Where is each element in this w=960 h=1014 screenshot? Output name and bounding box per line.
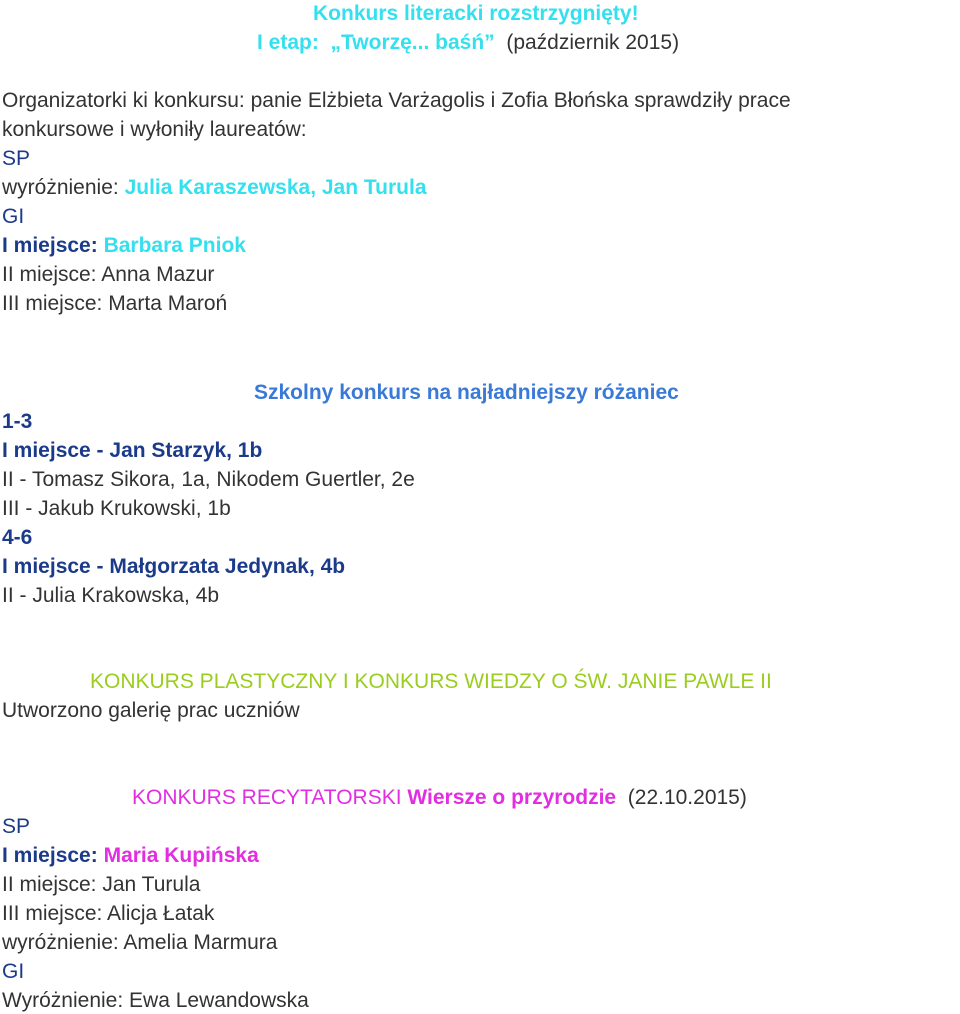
group-4-6-second-place: II - Julia Krakowska, 4b <box>2 584 220 607</box>
organizers-text-line1: Organizatorki ki konkursu: panie Elżbieta Varżagolis i Zofia Błońska sprawdziły prace <box>2 89 791 112</box>
recitation-gi-distinction: Wyróżnienie: Ewa Lewandowska <box>2 989 309 1012</box>
stage-date: (październik 2015) <box>506 31 680 54</box>
group-1-3-label: 1-3 <box>2 410 33 433</box>
recitation-date: (22.10.2015) <box>627 786 747 809</box>
art-contest-title: KONKURS PLASTYCZNY I KONKURS WIEDZY O ŚW. JANIE PAWLE II <box>90 670 772 693</box>
recitation-title-line <box>132 785 747 811</box>
gi-first-place-line <box>2 233 246 259</box>
gi-first-place-name: Barbara Pniok <box>103 234 246 257</box>
recitation-first-place-label: I miejsce: <box>2 844 98 867</box>
sp-distinction-line <box>2 175 427 201</box>
gi-first-place-label: I miejsce: <box>2 234 98 257</box>
organizers-text-line2: konkursowe i wyłoniły laureatów: <box>2 118 307 141</box>
recitation-first-place-line <box>2 843 259 869</box>
group-1-3-second-place: II - Tomasz Sikora, 1a, Nikodem Guertler, 2e <box>2 468 415 491</box>
gi-second-place: II miejsce: Anna Mazur <box>2 263 215 286</box>
rosary-contest-title: Szkolny konkurs na najładniejszy różaniec <box>254 381 679 404</box>
recitation-first-place-name: Maria Kupińska <box>103 844 259 867</box>
group-4-6-first-place: I miejsce - Małgorzata Jedynak, 4b <box>2 555 346 578</box>
gi-label: GI <box>2 205 25 228</box>
gallery-text: Utworzono galerię prac uczniów <box>2 699 300 722</box>
recitation-sp-label: SP <box>2 815 31 838</box>
recitation-third-place: III miejsce: Alicja Łatak <box>2 902 215 925</box>
group-4-6-label: 4-6 <box>2 526 33 549</box>
sp-distinction-names: Julia Karaszewska, Jan Turula <box>124 176 427 199</box>
stage-name: „Tworzę... baśń” <box>330 31 495 54</box>
literary-contest-title: Konkurs literacki rozstrzygnięty! <box>313 2 639 25</box>
group-1-3-first-place: I miejsce - Jan Starzyk, 1b <box>2 439 263 462</box>
gi-third-place: III miejsce: Marta Maroń <box>2 292 228 315</box>
recitation-subtitle: Wiersze o przyrodzie <box>407 786 617 809</box>
recitation-title: KONKURS RECYTATORSKI <box>132 786 402 809</box>
sp-label: SP <box>2 147 31 170</box>
sp-distinction-label: wyróżnienie: <box>2 176 119 199</box>
group-1-3-third-place: III - Jakub Krukowski, 1b <box>2 497 231 520</box>
stage-prefix: I etap: <box>257 31 319 54</box>
recitation-gi-label: GI <box>2 960 25 983</box>
literary-stage-line <box>257 30 679 56</box>
recitation-sp-distinction: wyróżnienie: Amelia Marmura <box>2 931 278 954</box>
recitation-second-place: II miejsce: Jan Turula <box>2 873 201 896</box>
